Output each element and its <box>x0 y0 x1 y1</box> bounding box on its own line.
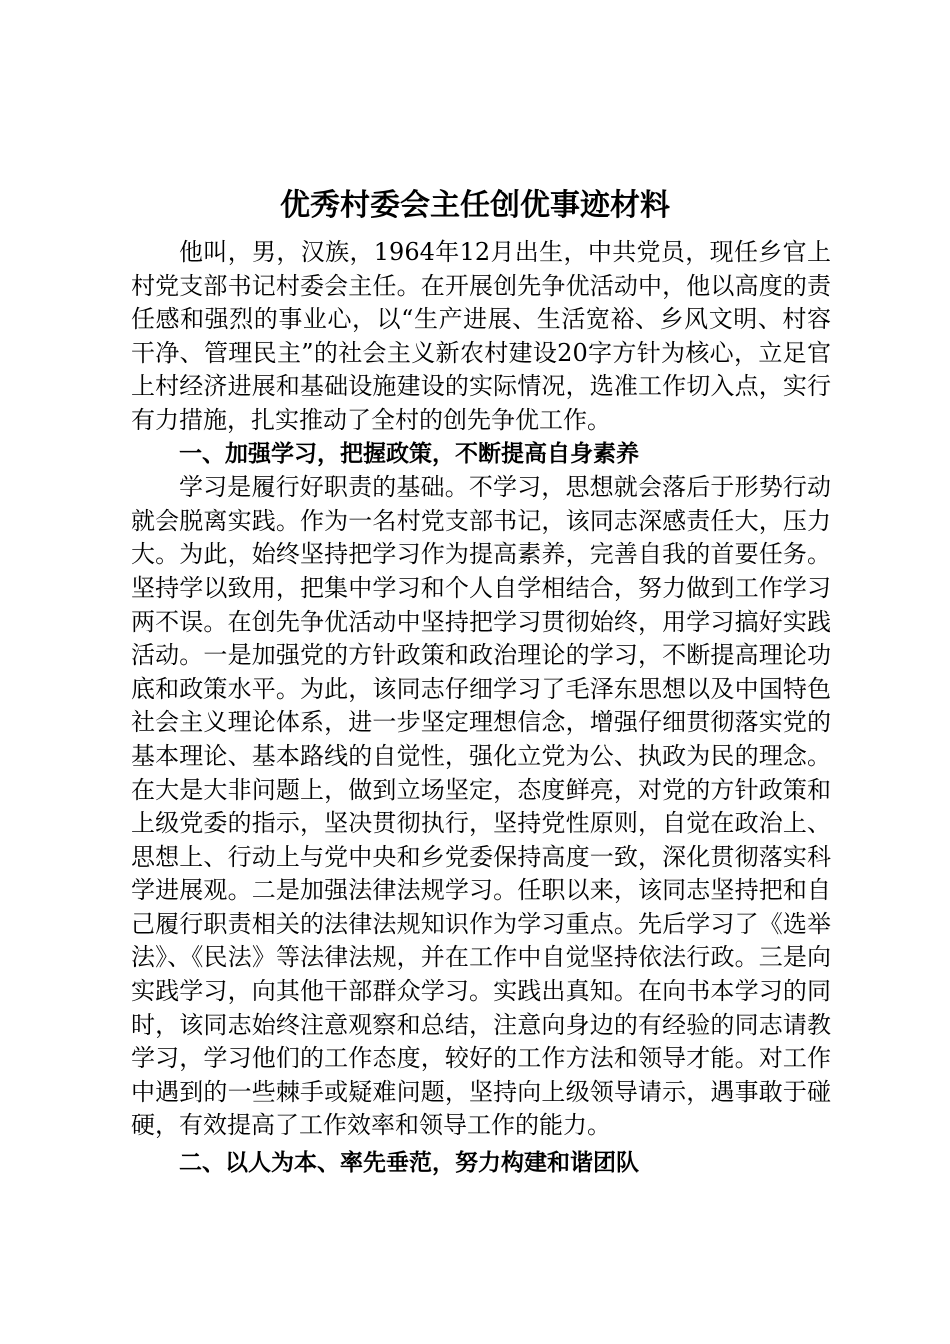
section-heading-1: 一、加强学习，把握政策，不断提高自身素养 <box>179 440 639 467</box>
section-heading-2: 二、以人为本、率先垂范，努力构建和谐团队 <box>179 1150 639 1177</box>
document-title: 优秀村委会主任创优事迹材料 <box>280 188 670 223</box>
intro-paragraph: 他叫，男，汉族，1964年12月出生，中共党员，现任乡官上村党支部书记村委会主任。在开展创先争优活动中，他以高度的责任感和强烈的事业心，以“生产进展、生活宽裕、乡风文明、村容干净、管理民主”的社会主义新农村建设20字方针为核心，立足官上村经济进展和基础设施建设的实际情况，选准工作切入点，实行有力措施，扎实推动了全村的创先争优工作。 <box>131 238 831 434</box>
document-body <box>131 236 831 1181</box>
section-body-1: 学习是履行好职责的基础。不学习，思想就会落后于形势行动就会脱离实践。作为一名村党支部书记，该同志深感责任大，压力大。为此，始终坚持把学习作为提高素养，完善自我的首要任务。坚持学以致用，把集中学习和个人自学相结合，努力做到工作学习两不误。在创先争优活动中坚持把学习贯彻始终，用学习搞好实践活动。一是加强党的方针政策和政治理论的学习，不断提高理论功底和政策水平。为此，该同志仔细学习了毛泽东思想以及中国特色社会主义理论体系，进一步坚定理想信念，增强仔细贯彻落实党的基本理论、基本路线的自觉性，强化立党为公、执政为民的理念。在大是大非问题上，做到立场坚定，态度鲜亮，对党的方针政策和上级党委的指示，坚决贯彻执行，坚持党性原则，自觉在政治上、思想上、行动上与党中央和乡党委保持高度一致，深化贯彻落实科学进展观。二是加强法律法规学习。任职以来，该同志坚持把和自己履行职责相关的法律法规知识作为学习重点。先后学习了《选举法》、《民法》等法律法规，并在工作中自觉坚持依法行政。三是向实践学习，向其他干部群众学习。实践出真知。在向书本学习的同时，该同志始终注意观察和总结，注意向身边的有经验的同志请教学习，学习他们的工作态度，较好的工作方法和领导才能。对工作中遇到的一些棘手或疑难问题，坚持向上级领导请示，遇事敢于碰硬，有效提高了工作效率和领导工作的能力。 <box>131 473 831 1140</box>
